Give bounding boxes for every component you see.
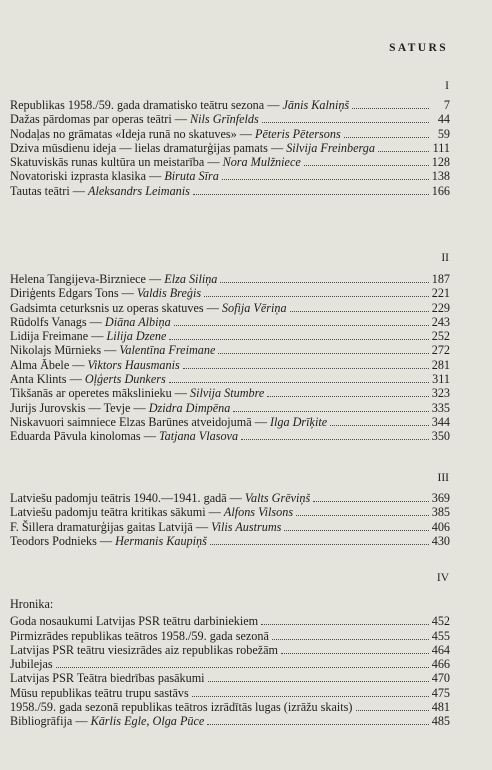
toc-entry-text (10, 534, 207, 548)
toc-entry[interactable] (10, 700, 450, 714)
dot-leader (220, 282, 428, 283)
toc-entry[interactable] (10, 141, 450, 155)
toc-entry-text (10, 127, 341, 141)
toc-entry-page-number: 59 (437, 126, 450, 141)
toc-entry-page-number: 481 (431, 700, 450, 715)
toc-entry-text (10, 329, 166, 343)
dot-leader (192, 696, 429, 697)
dot-leader (272, 639, 429, 640)
toc-entry-text (10, 272, 217, 286)
toc-entry-author: Valdis Breģis (136, 286, 202, 301)
dot-leader (204, 296, 429, 297)
toc-entry-author: Valts Grēviņš (244, 491, 311, 505)
toc-entry-page-number: 7 (443, 98, 450, 112)
toc-entry-text (10, 614, 258, 628)
dot-leader (56, 667, 429, 668)
dot-leader (290, 311, 429, 312)
toc-entry-author: Viktors Hausmanis (87, 357, 180, 372)
dot-leader (210, 544, 429, 545)
dot-leader (183, 368, 429, 369)
toc-entry-title: Latviešu padomju teātra kritikas sākumi — (10, 505, 224, 520)
toc-entry-text (10, 112, 259, 126)
toc-entry[interactable] (10, 127, 450, 141)
toc-entry-text (10, 520, 281, 534)
dot-leader (233, 411, 428, 412)
toc-entry-page-number: 138 (431, 169, 450, 184)
toc-entry-author: Sofija Vēriņa (221, 300, 287, 315)
toc-entry-page-number: 252 (431, 329, 450, 344)
toc-entry-title: Gadsimta ceturksnis uz operas skatuves — (10, 300, 222, 315)
toc-entry[interactable] (10, 429, 450, 443)
toc-entry[interactable] (10, 155, 450, 169)
toc-entry-author: Pēteris Pētersons (255, 126, 341, 141)
dot-leader (304, 165, 429, 166)
dot-leader (281, 653, 429, 654)
toc-entry-text (10, 343, 215, 357)
toc-entry-page-number: 272 (431, 343, 450, 358)
toc-entry-text (10, 141, 375, 155)
toc-entry-text (10, 169, 219, 183)
toc-entry-page-number: 452 (431, 614, 450, 629)
section-numeral-4: IV (436, 572, 449, 584)
toc-entry-text (10, 301, 287, 315)
toc-entry[interactable] (10, 671, 450, 685)
toc-entry-title: Niskavuori saimniece Elzas Barūnes atveidojumā — (10, 414, 270, 429)
toc-entry-title: 1958./59. gada sezonā republikas teātros izrādītās lugas (izrāžu skaits) (10, 700, 353, 715)
toc-entry[interactable] (10, 401, 450, 415)
toc-entry-page-number: 44 (437, 112, 450, 127)
toc-entry-page-number: 166 (431, 183, 450, 198)
dot-leader (169, 339, 428, 340)
toc-entry[interactable] (10, 657, 450, 671)
toc-entry[interactable] (10, 415, 450, 429)
toc-entry-text (10, 700, 353, 714)
dot-leader (284, 530, 428, 531)
toc-entry-text (10, 714, 204, 728)
toc-entry-title: Latvijas PSR Teātra biedrības pasākumi (10, 671, 205, 686)
toc-entry-author: Oļģerts Dunkers (84, 372, 166, 387)
dot-leader (330, 425, 429, 426)
dot-leader (208, 681, 429, 682)
toc-entry-title: Republikas 1958./59. gada dramatisko teātru sezona — (10, 98, 283, 112)
toc-entry[interactable] (10, 491, 450, 505)
toc-entry-page-number: 466 (431, 657, 450, 672)
toc-entry-page-number: 385 (431, 505, 450, 520)
toc-entry-author: Silvija Stumbre (189, 386, 265, 401)
toc-entry[interactable] (10, 358, 450, 372)
toc-entry[interactable] (10, 343, 450, 357)
dot-leader (261, 624, 429, 625)
section-numeral-3: III (437, 472, 449, 484)
toc-entry-page-number: 229 (431, 300, 450, 315)
toc-entry-title: Dziva mūsdienu ideja — lielas dramaturģijas pamats — (10, 140, 287, 155)
toc-entry-title: Pirmizrādes republikas teātros 1958./59. gada sezonā (10, 628, 269, 643)
toc-entry-page-number: 243 (431, 314, 450, 329)
toc-entry-text (10, 386, 264, 400)
toc-entry[interactable] (10, 629, 450, 643)
toc-entry-title: Novatoriski izprasta klasika — (10, 169, 165, 184)
toc-entry-author: Alfons Vilsons (223, 505, 294, 520)
toc-entry-page-number: 323 (431, 386, 450, 401)
section-1 (10, 98, 450, 198)
toc-entry-author: Aleksandrs Leimanis (88, 183, 190, 198)
dot-leader (344, 137, 429, 138)
toc-entry-title: Eduarda Pāvula kinolomas — (10, 429, 159, 444)
toc-entry[interactable] (10, 686, 450, 700)
toc-entry-page-number: 464 (431, 642, 450, 657)
toc-entry-text (10, 629, 269, 643)
toc-entry[interactable] (10, 534, 450, 548)
dot-leader (193, 194, 429, 195)
section-3 (10, 491, 450, 548)
toc-entry-text (10, 429, 238, 443)
toc-entry-text (10, 505, 293, 519)
toc-entry-author: Elza Siliņa (164, 272, 218, 286)
toc-entry-text (10, 358, 180, 372)
toc-entry[interactable] (10, 329, 450, 343)
toc-entry-text (10, 98, 349, 112)
toc-entry-page-number: 475 (431, 685, 450, 700)
toc-entry-author: Biruta Sīra (164, 169, 219, 184)
toc-entry-title: Teodors Podnieks — (10, 533, 116, 548)
toc-entry-author: Nora Mulžniece (222, 155, 301, 170)
dot-leader (378, 151, 429, 152)
toc-entry-title: Mūsu republikas teātru trupu sastāvs (10, 685, 189, 700)
toc-entry-author: Jānis Kalniņš (282, 98, 350, 112)
toc-entry[interactable] (10, 112, 450, 126)
toc-entry-text (10, 643, 278, 657)
toc-entry[interactable] (10, 714, 450, 728)
toc-entry-title: Lidija Freimane — (10, 329, 107, 344)
toc-entry-title: Jurijs Jurovskis — Tevje — (10, 400, 149, 415)
toc-entry-author: Ilga Drīķite (269, 414, 328, 429)
toc-entry[interactable] (10, 301, 450, 315)
toc-entry-text (10, 657, 53, 671)
toc-entry[interactable] (10, 169, 450, 183)
toc-entry-title: Helena Tangijeva-Birzniece — (10, 272, 165, 286)
toc-entry-title: Anta Klints — (10, 372, 85, 387)
toc-entry-page-number: 344 (431, 414, 450, 429)
toc-entry-page-number: 111 (432, 140, 450, 155)
toc-entry-author: Silvija Freinberga (286, 140, 375, 155)
contents-heading: SATURS (389, 42, 448, 54)
toc-entry[interactable] (10, 386, 450, 400)
toc-entry-page-number: 221 (431, 286, 450, 301)
toc-entry-title: Latviešu padomju teātris 1940.—1941. gadā — (10, 491, 245, 505)
toc-entry-title: Tautas teātri — (10, 183, 88, 198)
toc-entry[interactable] (10, 614, 450, 628)
toc-entry-page-number: 335 (431, 400, 450, 415)
toc-entry-title: Dažas pārdomas par operas teātri — (10, 112, 191, 127)
toc-entry-page-number: 430 (431, 533, 450, 548)
toc-entry[interactable] (10, 520, 450, 534)
toc-entry-page-number: 281 (431, 357, 450, 372)
toc-entry-title: Rūdolfs Vanags — (10, 314, 105, 329)
toc-entry-author: Hermanis Kaupiņš (115, 533, 207, 548)
toc-entry-page-number: 470 (431, 671, 450, 686)
dot-leader (267, 396, 428, 397)
toc-entry[interactable] (10, 272, 450, 286)
toc-entry-page-number: 350 (431, 429, 450, 444)
toc-entry-title: Tikšanās ar operetes mākslinieku — (10, 386, 190, 401)
toc-entry-page-number: 485 (431, 714, 450, 729)
toc-entry-text (10, 491, 310, 505)
toc-entry-text (10, 184, 190, 198)
toc-entry[interactable] (10, 372, 450, 386)
toc-entry-page-number: 128 (431, 155, 450, 170)
toc-entry-text (10, 415, 327, 429)
toc-entry-author: Dzidra Dimpēna (148, 400, 231, 415)
chronicle-heading: Hronika: (10, 597, 54, 611)
dot-leader (356, 710, 429, 711)
toc-entry[interactable] (10, 286, 450, 300)
toc-entry-text (10, 372, 166, 386)
toc-entry-title: F. Šillera dramaturģijas gaitas Latvijā — (10, 519, 212, 534)
toc-entry-title: Nodaļas no grāmatas «Ideja runā no skatuves» — (10, 126, 256, 141)
toc-entry-title: Nikolajs Mūrnieks — (10, 343, 120, 358)
toc-entry-title: Bibliogrāfija — (10, 714, 91, 729)
toc-entry-text (10, 286, 201, 300)
toc-entry-author: Lilija Dzene (106, 329, 167, 344)
toc-entry-title: Diriģents Edgars Tons — (10, 286, 137, 301)
dot-leader (296, 515, 429, 516)
toc-entry-page-number: 455 (431, 628, 450, 643)
toc-entry-author: Vilis Austrums (211, 519, 282, 534)
toc-entry-page-number: 406 (431, 519, 450, 534)
toc-entry-title: Latvijas PSR teātru viesizrādes aiz republikas robežām (10, 642, 279, 657)
dot-leader (174, 325, 429, 326)
toc-entry-text (10, 686, 189, 700)
section-numeral-2: II (441, 252, 449, 264)
toc-entry-author: Valentīna Freimane (119, 343, 216, 358)
dot-leader (218, 353, 428, 354)
dot-leader (262, 122, 429, 123)
toc-entry-text (10, 315, 171, 329)
toc-entry-page-number: 369 (431, 491, 450, 505)
dot-leader (169, 382, 429, 383)
toc-entry[interactable] (10, 643, 450, 657)
toc-entry-text (10, 401, 230, 415)
toc-entry[interactable] (10, 184, 450, 198)
dot-leader (241, 439, 429, 440)
section-numeral-1: I (445, 80, 449, 92)
toc-entry-author: Nils Grīnfelds (190, 112, 259, 127)
dot-leader (352, 108, 429, 109)
toc-entry-page-number: 311 (432, 372, 450, 387)
dot-leader (207, 724, 428, 725)
toc-entry-text (10, 155, 301, 169)
dot-leader (222, 179, 429, 180)
toc-entry-author: Tatjana Vlasova (158, 429, 239, 444)
toc-entry[interactable] (10, 505, 450, 519)
toc-entry-title: Skatuviskās runas kultūra un meistarība — (10, 155, 223, 170)
toc-entry-text (10, 671, 205, 685)
section-4 (10, 597, 450, 729)
toc-entry-title: Jubilejas (10, 657, 53, 672)
toc-entry-page-number: 187 (431, 272, 450, 286)
toc-entry[interactable] (10, 315, 450, 329)
dot-leader (313, 501, 428, 502)
toc-entry[interactable] (10, 98, 450, 112)
toc-entry-author: Diāna Albiņa (104, 314, 171, 329)
toc-entry-title: Goda nosaukumi Latvijas PSR teātru darbiniekiem (10, 614, 259, 629)
section-2 (10, 272, 450, 444)
toc-entry-title: Alma Ābele — (10, 357, 88, 372)
toc-entry-author: Kārlis Egle, Olga Pūce (90, 714, 205, 729)
